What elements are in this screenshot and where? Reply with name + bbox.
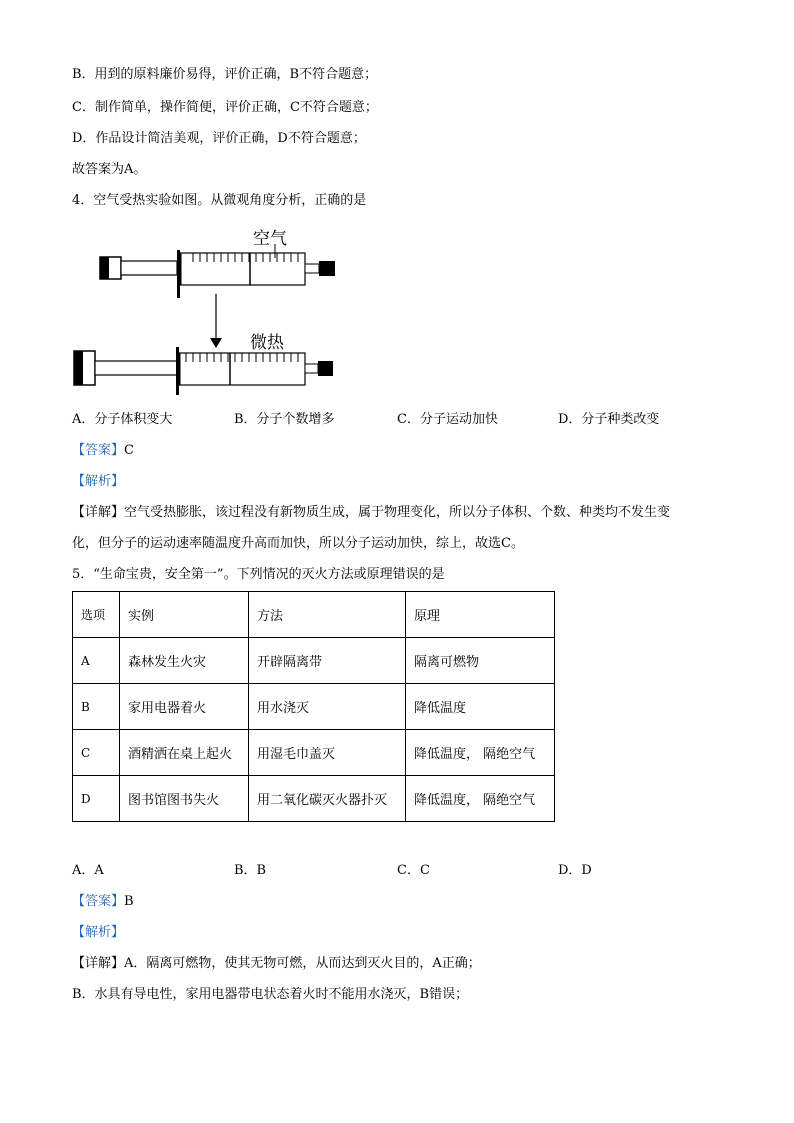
table-row (73, 684, 555, 730)
detail-text: A．隔离可燃物，使其无物可燃，从而达到灭火目的，A正确； (124, 956, 481, 971)
table-header-row (73, 592, 555, 638)
heat-label: 微热 (250, 333, 284, 352)
table-row (73, 638, 555, 684)
q4-detail-line-2: 化，但分子的运动速率随温度升高而加快，所以分子运动加快，综上，故选C。 (72, 536, 524, 551)
table-row (73, 730, 555, 776)
table-cell: 图书馆图书失火 (120, 776, 249, 822)
answer-value: C (124, 443, 134, 458)
table-cell: 酒精洒在桌上起火 (120, 730, 249, 776)
header-cell: 选项 (73, 592, 120, 638)
q4-option-a: A．分子体积变大 (72, 412, 173, 427)
table-cell: 家用电器着火 (120, 684, 249, 730)
table-cell: 用湿毛巾盖灭 (249, 730, 406, 776)
q4-stem: 4．空气受热实验如图。从微观角度分析，正确的是 (72, 193, 367, 208)
answer-value: B (124, 894, 134, 909)
table-cell: A (73, 638, 120, 684)
analysis-tag: 【解析】 (72, 474, 125, 489)
q4-option-b: B．分子个数增多 (234, 412, 335, 427)
q5-detail-line-2: B．水具有导电性，家用电器带电状态着火时不能用水浇灭，B错误； (72, 987, 469, 1002)
q4-option-c: C．分子运动加快 (397, 412, 498, 427)
q5-stem: 5．“生命宝贵，安全第一”。下列情况的灭火方法或原理错误的是 (72, 567, 445, 582)
answer-tag: 【答案】 (72, 443, 125, 458)
q5-options (72, 862, 692, 880)
air-label: 空气 (253, 229, 287, 248)
answer-tag: 【答案】 (72, 894, 125, 909)
q4-option-d: D．分子种类改变 (558, 412, 660, 427)
eval-line-d: D．作品设计简洁美观，评价正确，D不符合题意； (72, 131, 366, 146)
q5-option-b: B．B (234, 863, 267, 878)
q4-detail-line-1 (72, 504, 670, 522)
header-cell: 方法 (249, 592, 406, 638)
table-cell: D (73, 776, 120, 822)
detail-tag: 【详解】 (72, 505, 125, 520)
table-cell: 开辟隔离带 (249, 638, 406, 684)
table-cell: 隔离可燃物 (406, 638, 555, 684)
q5-option-d: D．D (558, 863, 592, 878)
table-row (73, 776, 555, 822)
table-cell: C (73, 730, 120, 776)
q4-analysis-tag (72, 473, 124, 491)
q5-answer (72, 893, 134, 911)
table-cell: B (73, 684, 120, 730)
q5-option-a: A．A (72, 863, 104, 878)
header-cell: 实例 (120, 592, 249, 638)
syringe-bottom (74, 333, 333, 395)
q5-option-c: C．C (397, 863, 430, 878)
detail-tag: 【详解】 (72, 956, 125, 971)
analysis-tag: 【解析】 (72, 925, 125, 940)
down-arrow-icon (210, 294, 222, 348)
table-cell: 降低温度， 隔绝空气 (406, 776, 555, 822)
q5-detail-line-1 (72, 955, 481, 973)
table-cell: 用水浇灭 (249, 684, 406, 730)
table-cell: 森林发生火灾 (120, 638, 249, 684)
q4-answer (72, 442, 134, 460)
table-cell: 用二氧化碳灭火器扑灭 (249, 776, 406, 822)
detail-text: 空气受热膨胀，该过程没有新物质生成，属于物理变化，所以分子体积、个数、种类均不发生变 (124, 505, 671, 520)
eval-line-c: C．制作简单，操作简便，评价正确，C不符合题意； (72, 100, 378, 115)
q4-options (72, 411, 692, 429)
q5-analysis-tag (72, 924, 124, 942)
table-cell: 降低温度， 隔绝空气 (406, 730, 555, 776)
syringe-top (100, 229, 335, 298)
fire-table (72, 591, 555, 822)
syringe-figure (70, 224, 350, 396)
header-cell: 原理 (406, 592, 555, 638)
eval-line-b: B．用到的原料廉价易得，评价正确，B不符合题意； (72, 67, 378, 82)
conclusion-line: 故答案为A。 (72, 162, 147, 177)
table-cell: 降低温度 (406, 684, 555, 730)
